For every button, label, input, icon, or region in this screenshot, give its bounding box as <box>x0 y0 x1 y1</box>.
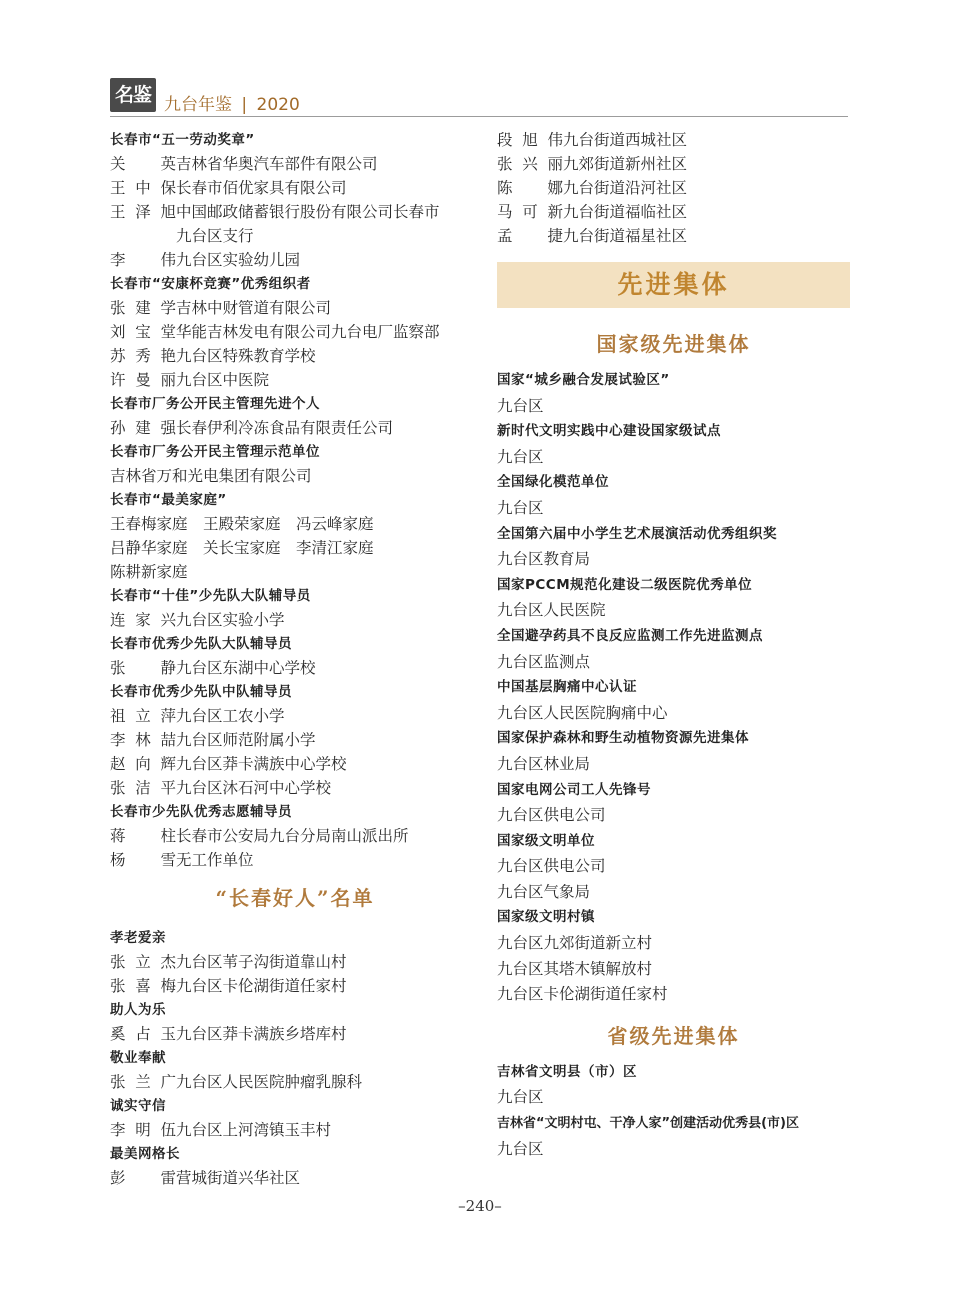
honoree-org: 长春市公安局九台分局南山派出所 <box>176 827 409 845</box>
honoree-name: 张 静 <box>110 659 176 677</box>
honoree-unit: 吉林省万和光电集团有限公司 <box>110 467 312 485</box>
award-heading: 吉林省“文明村屯、干净人家”创建活动优秀县(市)区 <box>497 1116 799 1132</box>
honoree-org: 九台街道沿河社区 <box>563 179 688 197</box>
award-heading: 长春市优秀少先队大队辅导员 <box>110 636 292 652</box>
left-column <box>110 128 480 1190</box>
honoree-unit: 九台区监测点 <box>497 652 591 671</box>
honoree-name: 苏秀艳 <box>110 347 176 365</box>
honoree-row <box>110 344 480 368</box>
honoree-unit: 九台区供电公司 <box>497 806 606 825</box>
honoree-org: 吉林中财管道有限公司 <box>176 299 332 317</box>
honoree-unit: 九台区气象局 <box>497 882 591 901</box>
honoree-org: 长春市佰优家具有限公司 <box>176 179 347 197</box>
award-heading: 全国第六届中小学生艺术展演活动优秀组织奖 <box>497 525 777 542</box>
honoree-unit: 九台区 <box>497 1139 544 1158</box>
book-year: 2020 <box>256 95 300 115</box>
honoree-name: 张兴丽 <box>497 155 563 173</box>
honoree-row <box>497 224 850 248</box>
award-heading: 国家级文明单位 <box>497 832 595 849</box>
honoree-row <box>110 200 480 224</box>
honoree-org: 九台区实验小学 <box>176 611 285 629</box>
honoree-row <box>110 704 480 728</box>
honoree-org: 九台街道西城社区 <box>563 131 688 149</box>
page-number: –240– <box>458 1197 502 1215</box>
honoree-unit: 九台区教育局 <box>497 550 591 569</box>
honoree-org: 九台区莽卡满族乡塔库村 <box>176 1025 347 1043</box>
honoree-row <box>110 608 480 632</box>
title-separator: | <box>241 95 248 115</box>
right-column <box>497 128 850 1162</box>
award-heading: 中国基层胸痛中心认证 <box>497 679 637 696</box>
honoree-row <box>110 248 480 272</box>
honoree-unit: 九台区 <box>497 447 544 466</box>
honoree-name: 李 伟 <box>110 251 176 269</box>
honoree-org: 九台区师范附属小学 <box>176 731 316 749</box>
honoree-org: 营城街道兴华社区 <box>176 1169 301 1187</box>
yearbook-logo: 名鉴 <box>110 78 156 112</box>
honoree-org: 九台区特殊教育学校 <box>176 347 316 365</box>
honoree-name: 孙建强 <box>110 419 176 437</box>
category-heading: 诚实守信 <box>110 1098 166 1114</box>
honoree-unit: 九台区林业局 <box>497 754 591 773</box>
honoree-org: 九台区卡伦湖街道任家村 <box>176 977 347 995</box>
honoree-org: 九台街道福临社区 <box>563 203 688 221</box>
honoree-unit: 九台区卡伦湖街道任家村 <box>497 985 668 1004</box>
honoree-org: 长春伊利冷冻食品有限责任公司 <box>176 419 394 437</box>
honoree-row <box>110 1022 480 1046</box>
honoree-row <box>110 656 480 680</box>
award-heading: 长春市“最美家庭” <box>110 492 227 508</box>
family-list: 王春梅家庭 王殿荣家庭 冯云峰家庭 <box>110 515 374 533</box>
honoree-row <box>110 752 480 776</box>
honoree-name: 蒋 柱 <box>110 827 176 845</box>
honoree-name: 张建学 <box>110 299 176 317</box>
honoree-row <box>110 974 480 998</box>
chapter-banner: 先进集体 <box>497 262 850 308</box>
honoree-name: 赵向辉 <box>110 755 176 773</box>
honoree-name: 关 英 <box>110 155 176 173</box>
honoree-name: 李明伍 <box>110 1121 176 1139</box>
award-heading: 长春市优秀少先队中队辅导员 <box>110 684 292 700</box>
honoree-unit: 九台区人民医院 <box>497 601 606 620</box>
honoree-row <box>110 152 480 176</box>
honoree-org: 九台区苇子沟街道靠山村 <box>176 953 347 971</box>
honoree-org: 九台区实验幼儿园 <box>176 251 301 269</box>
honoree-name: 李林喆 <box>110 731 176 749</box>
honoree-row <box>110 296 480 320</box>
award-heading: 长春市“五一劳动奖章” <box>110 132 255 148</box>
honoree-name: 孟 捷 <box>497 227 563 245</box>
award-heading: 长春市少先队优秀志愿辅导员 <box>110 804 292 820</box>
honoree-org: 九台区东湖中心学校 <box>176 659 316 677</box>
honoree-name: 张兰广 <box>110 1073 176 1091</box>
honoree-org: 九台区沐石河中心学校 <box>176 779 332 797</box>
honoree-org: 九台区上河湾镇玉丰村 <box>176 1121 332 1139</box>
honoree-name: 张洁平 <box>110 779 176 797</box>
category-heading: 敬业奉献 <box>110 1050 166 1066</box>
header-rule <box>110 116 848 117</box>
award-heading: 国家PCCM规范化建设二级医院优秀单位 <box>497 576 753 593</box>
honoree-org: 九台区人民医院肿瘤乳腺科 <box>176 1073 363 1091</box>
honoree-name: 张立杰 <box>110 953 176 971</box>
honoree-name: 奚占玉 <box>110 1025 176 1043</box>
honoree-unit: 九台区 <box>497 1088 544 1107</box>
honoree-name: 王中保 <box>110 179 176 197</box>
honoree-row <box>110 416 480 440</box>
honoree-row <box>110 728 480 752</box>
award-heading: 全国避孕药具不良反应监测工作先进监测点 <box>497 627 763 644</box>
honoree-row <box>497 200 850 224</box>
award-heading: 全国绿化模范单位 <box>497 474 609 491</box>
honoree-unit: 九台区 <box>497 498 544 517</box>
honoree-name: 许曼丽 <box>110 371 176 389</box>
honoree-name: 连家兴 <box>110 611 176 629</box>
honoree-row <box>110 950 480 974</box>
honoree-name: 王泽旭 <box>110 203 176 221</box>
honoree-name: 刘宝堂 <box>110 323 176 341</box>
award-heading: 国家“城乡融合发展试验区” <box>497 372 670 388</box>
category-heading: 孝老爱亲 <box>110 930 166 946</box>
provincial-list <box>497 1060 850 1162</box>
national-list <box>497 368 850 1008</box>
honoree-unit: 九台区九郊街道新立村 <box>497 934 653 953</box>
honoree-row <box>110 368 480 392</box>
honoree-row <box>110 1166 480 1190</box>
category-heading: 助人为乐 <box>110 1002 166 1018</box>
honoree-org: 九郊街道新州社区 <box>563 155 688 173</box>
section-title: “长春好人”名单 <box>215 886 375 910</box>
honoree-org: 九台区中医院 <box>176 371 270 389</box>
honoree-org-continued: 九台区支行 <box>176 227 254 245</box>
honoree-org: 华能吉林发电有限公司九台电厂监察部 <box>176 323 440 341</box>
award-heading: 国家级文明村镇 <box>497 909 595 926</box>
honoree-org: 九台街道福星社区 <box>563 227 688 245</box>
honoree-row <box>110 776 480 800</box>
honoree-row <box>110 1070 480 1094</box>
honoree-row <box>497 128 850 152</box>
award-heading: 吉林省文明县（市）区 <box>497 1063 637 1080</box>
honoree-row <box>110 176 480 200</box>
honoree-row <box>497 176 850 200</box>
award-heading: 长春市“十佳”少先队大队辅导员 <box>110 588 311 604</box>
honoree-unit: 九台区人民医院胸痛中心 <box>497 703 668 722</box>
family-list: 陈耕新家庭 <box>110 563 188 581</box>
honoree-row <box>110 1118 480 1142</box>
honoree-org: 九台区工农小学 <box>176 707 285 725</box>
honoree-unit: 九台区其塔木镇解放村 <box>497 959 653 978</box>
honoree-name: 祖立萍 <box>110 707 176 725</box>
honoree-row <box>110 848 480 872</box>
family-list: 吕静华家庭 关长宝家庭 李清江家庭 <box>110 539 374 557</box>
honoree-unit: 九台区供电公司 <box>497 857 606 876</box>
honoree-name: 马可新 <box>497 203 563 221</box>
section-title: 省级先进集体 <box>607 1023 740 1048</box>
running-title <box>164 90 300 115</box>
award-heading: 国家电网公司工人先锋号 <box>497 781 651 798</box>
award-heading: 长春市“安康杯竞赛”优秀组织者 <box>110 276 311 292</box>
section-title: 国家级先进集体 <box>596 332 751 356</box>
award-heading: 新时代文明实践中心建设国家级试点 <box>497 423 721 440</box>
book-title: 九台年鉴 <box>164 95 232 115</box>
honoree-name: 陈 娜 <box>497 179 563 197</box>
honoree-org: 九台区莽卡满族中心学校 <box>176 755 347 773</box>
page-header <box>110 78 848 118</box>
award-heading: 长春市厂务公开民主管理示范单位 <box>110 444 320 460</box>
award-heading: 长春市厂务公开民主管理先进个人 <box>110 396 320 412</box>
honoree-name: 杨 雪 <box>110 851 176 869</box>
honoree-row <box>110 824 480 848</box>
award-heading: 国家保护森林和野生动植物资源先进集体 <box>497 730 749 747</box>
honoree-name: 彭 雷 <box>110 1169 176 1187</box>
honoree-row <box>110 320 480 344</box>
honoree-row <box>497 152 850 176</box>
category-heading: 最美网格长 <box>110 1146 180 1162</box>
honoree-org: 中国邮政储蓄银行股份有限公司长春市 <box>176 203 440 221</box>
honoree-name: 段旭伟 <box>497 131 563 149</box>
honoree-name: 张喜梅 <box>110 977 176 995</box>
honoree-org: 吉林省华奥汽车部件有限公司 <box>176 155 378 173</box>
honoree-unit: 九台区 <box>497 396 544 415</box>
honoree-org: 无工作单位 <box>176 851 254 869</box>
